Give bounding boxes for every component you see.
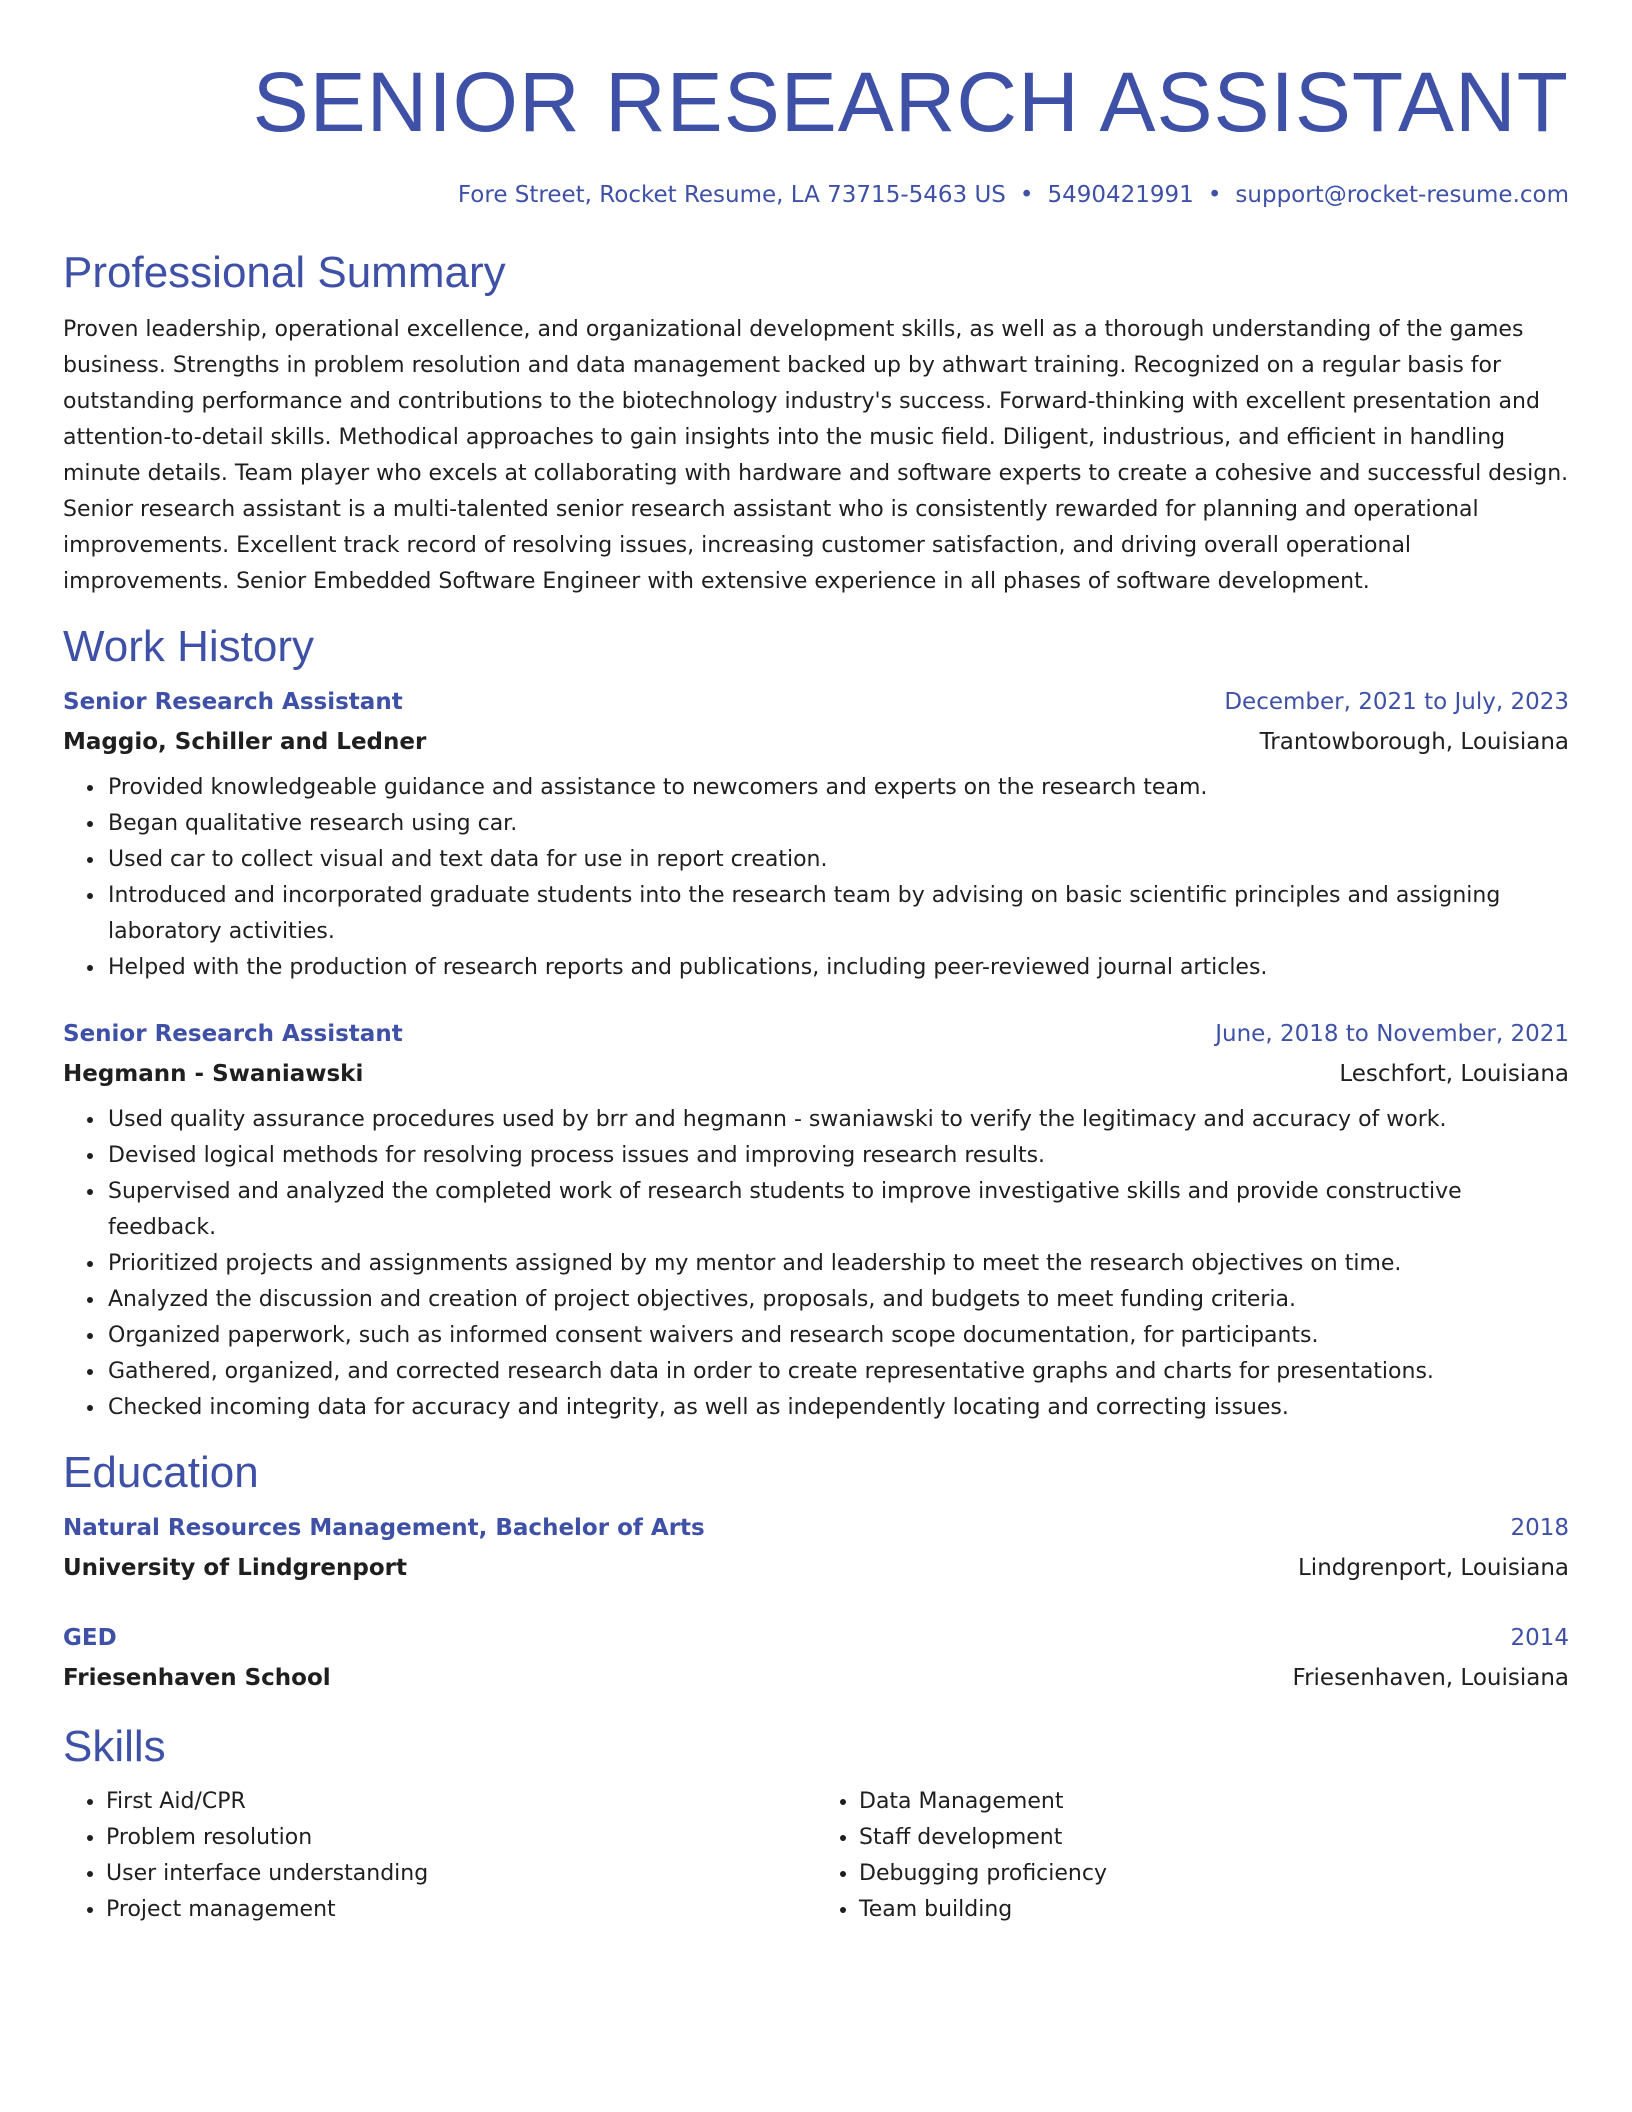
skill-item: • Team building xyxy=(859,1892,1569,1928)
education-entry xyxy=(63,1508,1569,1588)
job-bullets xyxy=(63,770,1569,986)
education-degree: GED xyxy=(63,1625,117,1651)
job-dates: June, 2018 to November, 2021 xyxy=(1215,1021,1569,1047)
education-school: University of Lindgrenport xyxy=(63,1555,408,1581)
skill-item: • Data Management xyxy=(859,1784,1569,1820)
job-bullet: • Checked incoming data for accuracy and integrity, as well as independently locating and correcting issues. xyxy=(106,1390,1569,1426)
job-bullet: • Prioritized projects and assignments assigned by my mentor and leadership to meet the research objectives on time. xyxy=(106,1246,1569,1282)
skill-item: • Problem resolution xyxy=(106,1820,816,1856)
job-location: Leschfort, Louisiana xyxy=(1339,1061,1569,1087)
job-bullet: • Provided knowledgeable guidance and assistance to newcomers and experts on the research team. xyxy=(106,770,1569,806)
job-title: Senior Research Assistant xyxy=(63,1021,403,1047)
skills-list xyxy=(63,1784,1569,1928)
contact-address: Fore Street, Rocket Resume, LA 73715-5463 US xyxy=(457,182,1006,208)
job-bullet: • Devised logical methods for resolving process issues and improving research results. xyxy=(106,1138,1569,1174)
skill-item: • First Aid/CPR xyxy=(106,1784,816,1820)
job-bullet: • Gathered, organized, and corrected research data in order to create representative graphs and charts for presentations. xyxy=(106,1354,1569,1390)
job-bullet: • Began qualitative research using car. xyxy=(106,806,1569,842)
job-bullet: • Analyzed the discussion and creation of project objectives, proposals, and budgets to meet funding criteria. xyxy=(106,1282,1569,1318)
summary-heading: Professional Summary xyxy=(63,248,506,297)
education-school: Friesenhaven School xyxy=(63,1665,331,1691)
education-location: Friesenhaven, Louisiana xyxy=(1292,1665,1569,1691)
contact-separator: • xyxy=(1019,182,1034,208)
job-entry xyxy=(63,682,1569,986)
job-bullet: • Helped with the production of research reports and publications, including peer-reviewed journal articles. xyxy=(106,950,1569,986)
job-bullet: • Organized paperwork, such as informed consent waivers and research scope documentation, for participants. xyxy=(106,1318,1569,1354)
education-year: 2014 xyxy=(1510,1625,1569,1651)
contact-phone: 5490421991 xyxy=(1047,182,1194,208)
skill-item: • User interface understanding xyxy=(106,1856,816,1892)
job-title: Senior Research Assistant xyxy=(63,689,403,715)
skills-column-left xyxy=(63,1784,816,1928)
job-entry xyxy=(63,1014,1569,1426)
skill-item: • Debugging proficiency xyxy=(859,1856,1569,1892)
job-dates: December, 2021 to July, 2023 xyxy=(1224,689,1569,715)
job-bullet: • Supervised and analyzed the completed work of research students to improve investigative skills and provide constructive feedback. xyxy=(106,1174,1569,1246)
education-degree: Natural Resources Management, Bachelor of Arts xyxy=(63,1515,705,1541)
job-bullet: • Introduced and incorporated graduate students into the research team by advising on basic scientific principles and assigning laboratory activities. xyxy=(106,878,1569,950)
skill-item: • Staff development xyxy=(859,1820,1569,1856)
skills-heading: Skills xyxy=(63,1722,166,1771)
job-bullets xyxy=(63,1102,1569,1426)
summary-text: Proven leadership, operational excellence, and organizational development skills, as well as a thorough understanding of the games business. Strengths in problem resolution and data management backed up by athwart training. Recognized on a regular basis for outstanding performance and contributions to the biotechnology industry's success. Forward-thinking with excellent presentation and attention-to-detail skills. Methodical approaches to gain insights into the music field. Diligent, industrious, and efficient in handling minute details. Team player who excels at collaborating with hardware and software experts to create a cohesive and successful design. Senior research assistant is a multi-talented senior research assistant who is consistently rewarded for planning and operational improvements. Excellent track record of resolving issues, increasing customer satisfaction, and driving overall operational improvements. Senior Embedded Software Engineer with extensive experience in all phases of software development. xyxy=(63,317,1569,594)
contact-separator: • xyxy=(1207,182,1222,208)
education-heading: Education xyxy=(63,1448,259,1497)
education-entry xyxy=(63,1618,1569,1698)
contact-email: support@rocket-resume.com xyxy=(1235,182,1569,208)
skill-item: • Project management xyxy=(106,1892,816,1928)
skills-column-right xyxy=(816,1784,1569,1928)
job-location: Trantowborough, Louisiana xyxy=(1259,729,1569,755)
education-location: Lindgrenport, Louisiana xyxy=(1297,1555,1569,1581)
education-year: 2018 xyxy=(1510,1515,1569,1541)
job-bullet: • Used car to collect visual and text data for use in report creation. xyxy=(106,842,1569,878)
work-history-heading: Work History xyxy=(63,622,314,671)
contact-line xyxy=(63,180,1569,210)
resume-title: SENIOR RESEARCH ASSISTANT xyxy=(252,55,1569,149)
job-bullet: • Used quality assurance procedures used by brr and hegmann - swaniawski to verify the legitimacy and accuracy of work. xyxy=(106,1102,1569,1138)
job-employer: Hegmann - Swaniawski xyxy=(63,1061,364,1087)
job-employer: Maggio, Schiller and Ledner xyxy=(63,729,427,755)
